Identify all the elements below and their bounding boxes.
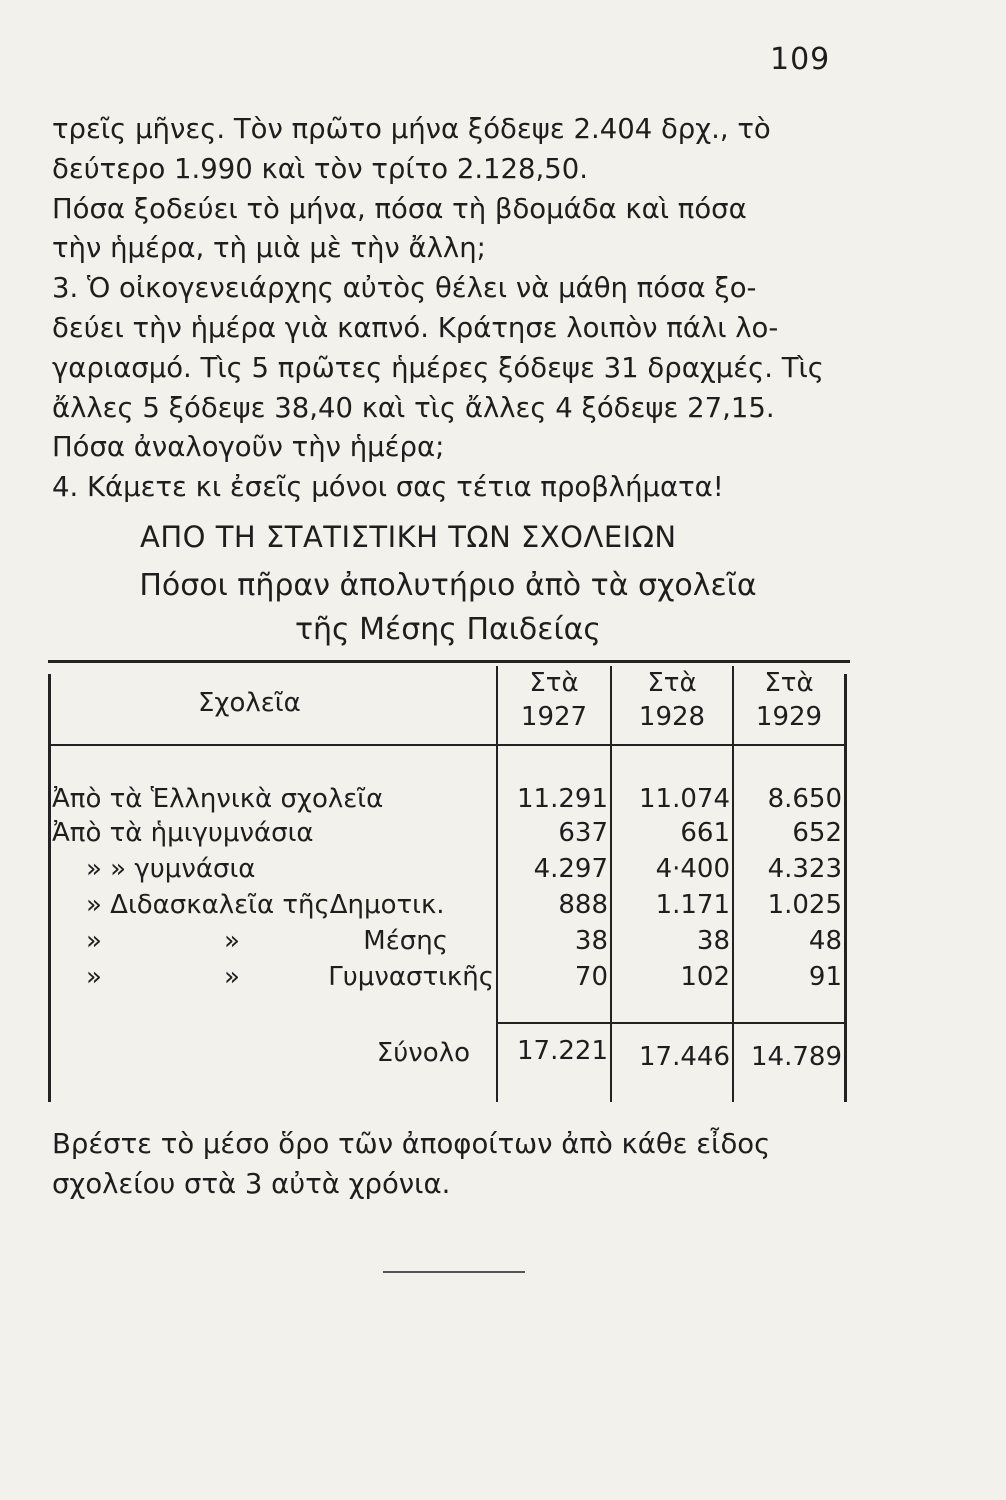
header-schools: Σχολεῖα xyxy=(198,688,301,718)
table-left-rule xyxy=(48,674,51,1102)
ditto-mark: » xyxy=(86,962,102,992)
row-label: Ἀπὸ τὰ Ἑλληνικὰ σχολεῖα xyxy=(52,784,384,814)
row-value: 91 xyxy=(808,962,842,992)
text-line: τὴν ἡμέρα, τὴ μιὰ μὲ τὴν ἄλλη; xyxy=(52,232,486,265)
total-label: Σύνολο xyxy=(376,1038,470,1068)
row-value: 11.291 xyxy=(517,784,608,814)
ditto-mark: » xyxy=(224,962,240,992)
page-number: 109 xyxy=(770,42,831,77)
row-value: 102 xyxy=(680,962,730,992)
row-value: 4.323 xyxy=(767,854,842,884)
row-label: Ἀπὸ τὰ ἡμιγυμνάσια xyxy=(52,818,314,848)
text-line: 4. Κάμετε κι ἐσεῖς μόνοι σας τέτια προβλήματα! xyxy=(52,471,724,504)
table-subtitle xyxy=(88,564,808,652)
text-line: δεύει τὴν ἡμέρα γιὰ καπνό. Κράτησε λοιπὸν πάλι λο- xyxy=(52,311,779,344)
row-value: 637 xyxy=(558,818,608,848)
row-value: 661 xyxy=(680,818,730,848)
text-line: γαριασμό. Τὶς 5 πρῶτες ἡμέρες ξόδεψε 31 δραχμές. Τὶς xyxy=(52,351,824,384)
table-subtitle-line: Πόσοι πῆραν ἀπολυτήριο ἀπὸ τὰ σχολεῖα xyxy=(139,568,757,603)
row-label: » » γυμνάσια xyxy=(86,854,256,884)
text-line: σχολείου στὰ 3 αὐτὰ χρόνια. xyxy=(52,1168,451,1200)
table-top-rule xyxy=(48,660,850,663)
row-value: 652 xyxy=(792,818,842,848)
header-year-prefix: Στὰ xyxy=(647,668,697,698)
problem-text xyxy=(52,110,872,508)
ditto-mark: » xyxy=(224,926,240,956)
header-year: 1928 xyxy=(638,702,706,732)
header-year-prefix: Στὰ xyxy=(764,668,814,698)
row-label: Γυμναστικῆς xyxy=(328,962,494,992)
text-line: 3. Ὁ οἰκογενειάρχης αὐτὸς θέλει νὰ μάθη πόσα ξο- xyxy=(52,272,757,305)
table-heading: ΑΠΟ ΤΗ ΣΤΑΤΙΣΤΙΚΗ ΤΩΝ ΣΧΟΛΕΙΩΝ xyxy=(140,520,677,554)
header-year: 1929 xyxy=(755,702,823,732)
text-line: Πόσα ξοδεύει τὸ μήνα, πόσα τὴ βδομάδα καὶ πόσα xyxy=(52,192,747,225)
text-line: Πόσα ἀναλογοῦν τὴν ἡμέρα; xyxy=(52,431,445,464)
row-value: 1.025 xyxy=(767,890,842,920)
table-subtitle-line: τῆς Μέσης Παιδείας xyxy=(294,612,602,647)
row-value: 4.297 xyxy=(533,854,608,884)
total-value: 17.221 xyxy=(517,1036,608,1066)
row-value: 888 xyxy=(558,890,608,920)
text-line: τρεῖς μῆνες. Τὸν πρῶτο μήνα ξόδεψε 2.404 δρχ., τὸ xyxy=(52,113,771,145)
ditto-mark: » xyxy=(86,926,102,956)
total-value: 17.446 xyxy=(639,1042,730,1072)
text-line: Βρέστε τὸ μέσο ὅρο τῶν ἀποφοίτων ἀπὸ κάθε εἶδος xyxy=(52,1128,771,1160)
statistics-table xyxy=(48,660,850,1102)
text-line: ἄλλες 5 ξόδεψε 38,40 καὶ τὶς ἄλλες 4 ξόδεψε 27,15. xyxy=(52,391,775,424)
row-value: 8.650 xyxy=(767,784,842,814)
table-right-rule xyxy=(844,674,847,1102)
row-value: 1.171 xyxy=(655,890,730,920)
row-value: 38 xyxy=(574,926,608,956)
header-year: 1927 xyxy=(520,702,588,732)
row-value: 38 xyxy=(696,926,730,956)
closing-question xyxy=(52,1124,872,1204)
row-value: 11.074 xyxy=(639,784,730,814)
row-value: 70 xyxy=(574,962,608,992)
total-value: 14.789 xyxy=(751,1042,842,1072)
text-line: δεύτερο 1.990 καὶ τὸν τρίτο 2.128,50. xyxy=(52,152,589,185)
header-rule xyxy=(48,744,847,746)
row-label: » Διδασκαλεῖα τῆςΔημοτικ. xyxy=(86,890,445,920)
row-value: 4·400 xyxy=(655,854,730,884)
section-divider xyxy=(383,1271,525,1273)
total-rule xyxy=(496,1022,844,1024)
header-year-prefix: Στὰ xyxy=(529,668,579,698)
row-value: 48 xyxy=(808,926,842,956)
row-label: Μέσης xyxy=(363,926,448,956)
